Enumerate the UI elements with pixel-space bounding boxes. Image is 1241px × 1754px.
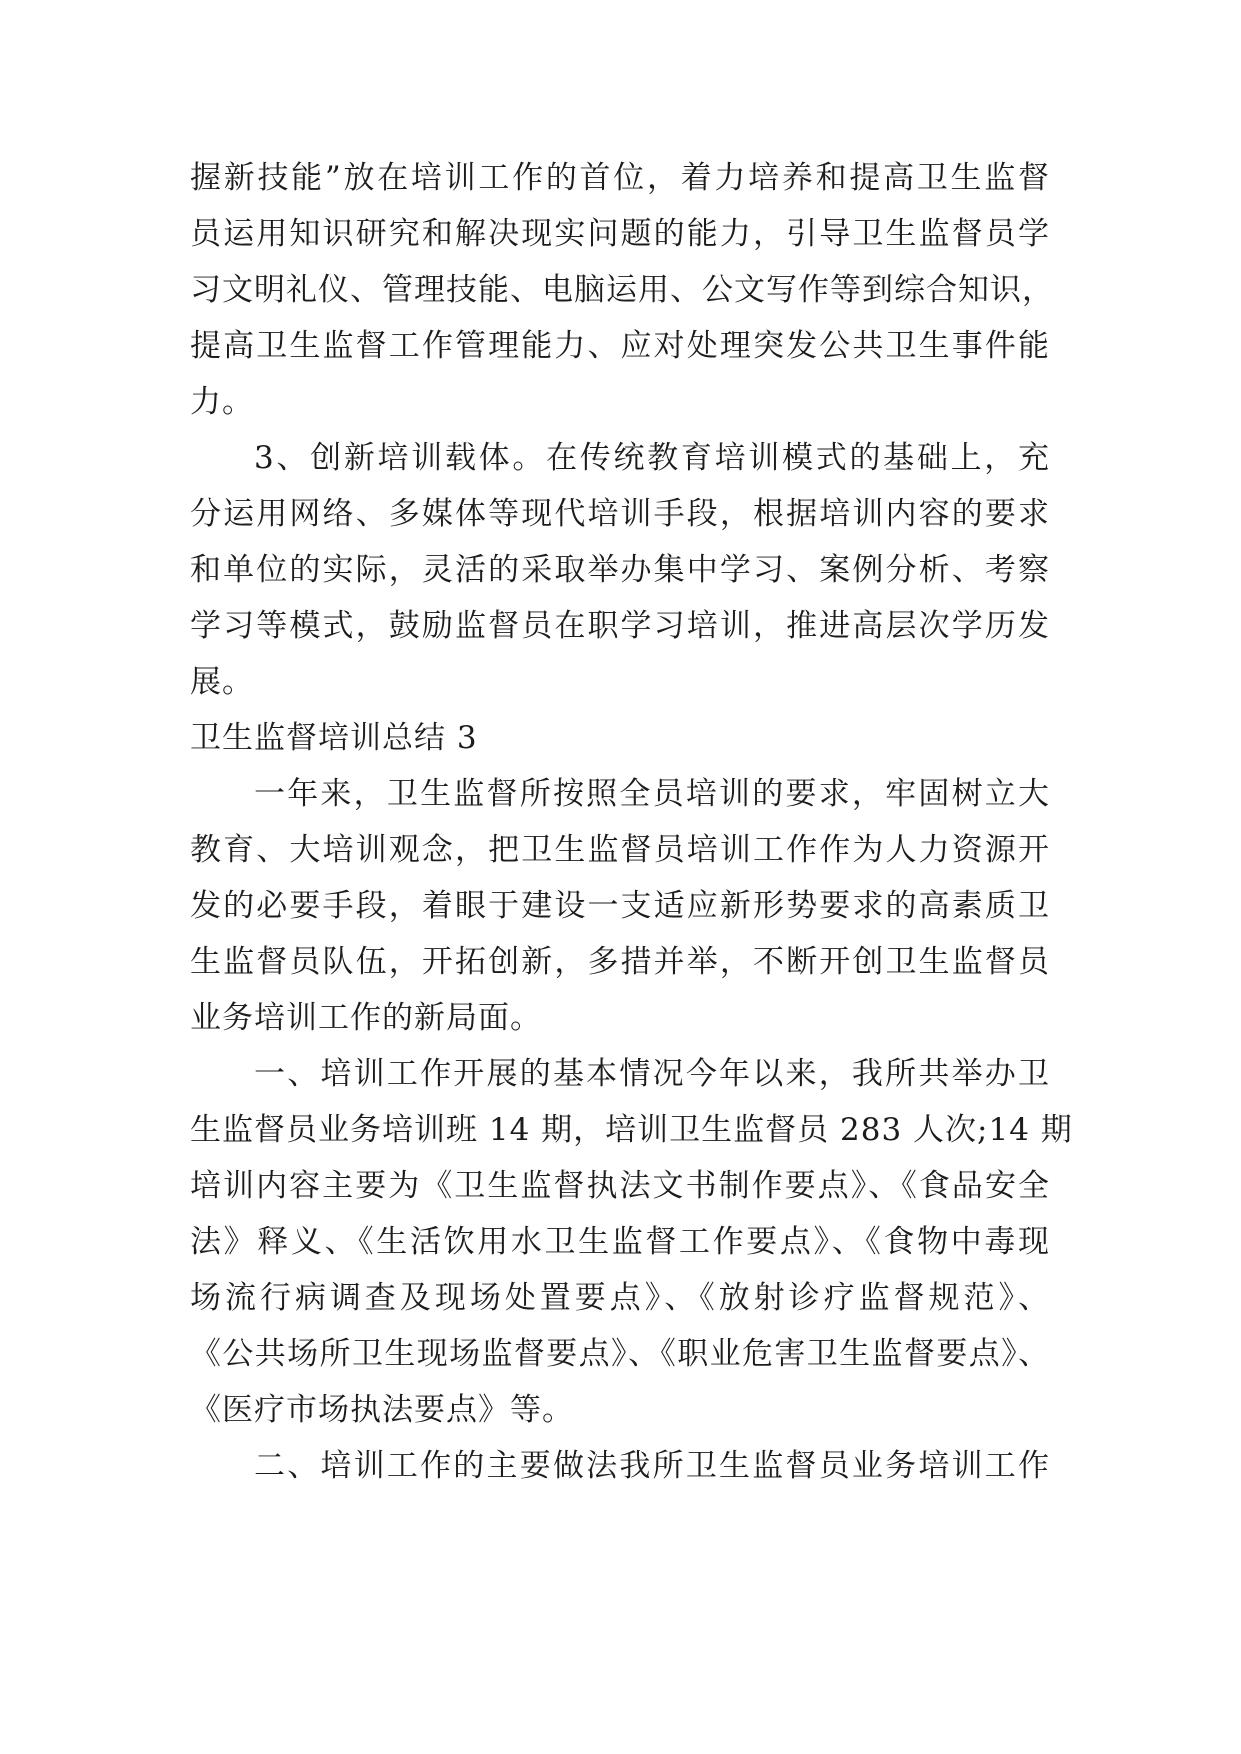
paragraph-line: 《医疗市场执法要点》等。 (190, 1392, 574, 1428)
paragraph-line: 提高卫生监督工作管理能力、应对处理突发公共卫生事件能 (190, 328, 1050, 364)
paragraph-line: 一年来，卫生监督所按照全员培训的要求，牢固树立大 (254, 776, 1050, 812)
paragraph-line: 业务培训工作的新局面。 (190, 1000, 542, 1036)
paragraph-line: 教育、大培训观念，把卫生监督员培训工作作为人力资源开 (190, 832, 1050, 868)
paragraph-line: 发的必要手段，着眼于建设一支适应新形势要求的高素质卫 (190, 888, 1050, 924)
paragraph-line: 场流行病调查及现场处置要点》、《放射诊疗监督规范》、 (190, 1280, 1050, 1316)
paragraph-line: 员运用知识研究和解决现实问题的能力，引导卫生监督员学 (190, 216, 1050, 252)
paragraph-line: 分运用网络、多媒体等现代培训手段，根据培训内容的要求 (190, 496, 1050, 532)
paragraph-line: 一、培训工作开展的基本情况今年以来，我所共举办卫 (254, 1056, 1050, 1092)
paragraph-line: 力。 (190, 384, 254, 420)
paragraph-line: 培训内容主要为《卫生监督执法文书制作要点》、《食品安全 (190, 1168, 1050, 1204)
paragraph-line: 握新技能”放在培训工作的首位，着力培养和提高卫生监督 (190, 160, 1050, 196)
paragraph-line: 生监督员业务培训班 14 期，培训卫生监督员 283 人次;14 期 (190, 1112, 1073, 1148)
paragraph-line: 3、创新培训载体。在传统教育培训模式的基础上，充 (254, 440, 1050, 476)
paragraph-line: 和单位的实际，灵活的采取举办集中学习、案例分析、考察 (190, 552, 1050, 588)
paragraph-line: 《公共场所卫生现场监督要点》、《职业危害卫生监督要点》、 (190, 1336, 1050, 1372)
section-heading: 卫生监督培训总结 3 (190, 720, 478, 756)
paragraph-line: 生监督员队伍，开拓创新，多措并举，不断开创卫生监督员 (190, 944, 1050, 980)
paragraph-line: 二、培训工作的主要做法我所卫生监督员业务培训工作 (254, 1448, 1050, 1484)
document-body (190, 150, 1073, 1494)
paragraph-line: 习文明礼仪、管理技能、电脑运用、公文写作等到综合知识， (190, 272, 1054, 308)
paragraph-line: 学习等模式，鼓励监督员在职学习培训，推进高层次学历发 (190, 608, 1050, 644)
paragraph-line: 展。 (190, 664, 254, 700)
paragraph-line: 法》释义、《生活饮用水卫生监督工作要点》、《食物中毒现 (190, 1224, 1050, 1260)
